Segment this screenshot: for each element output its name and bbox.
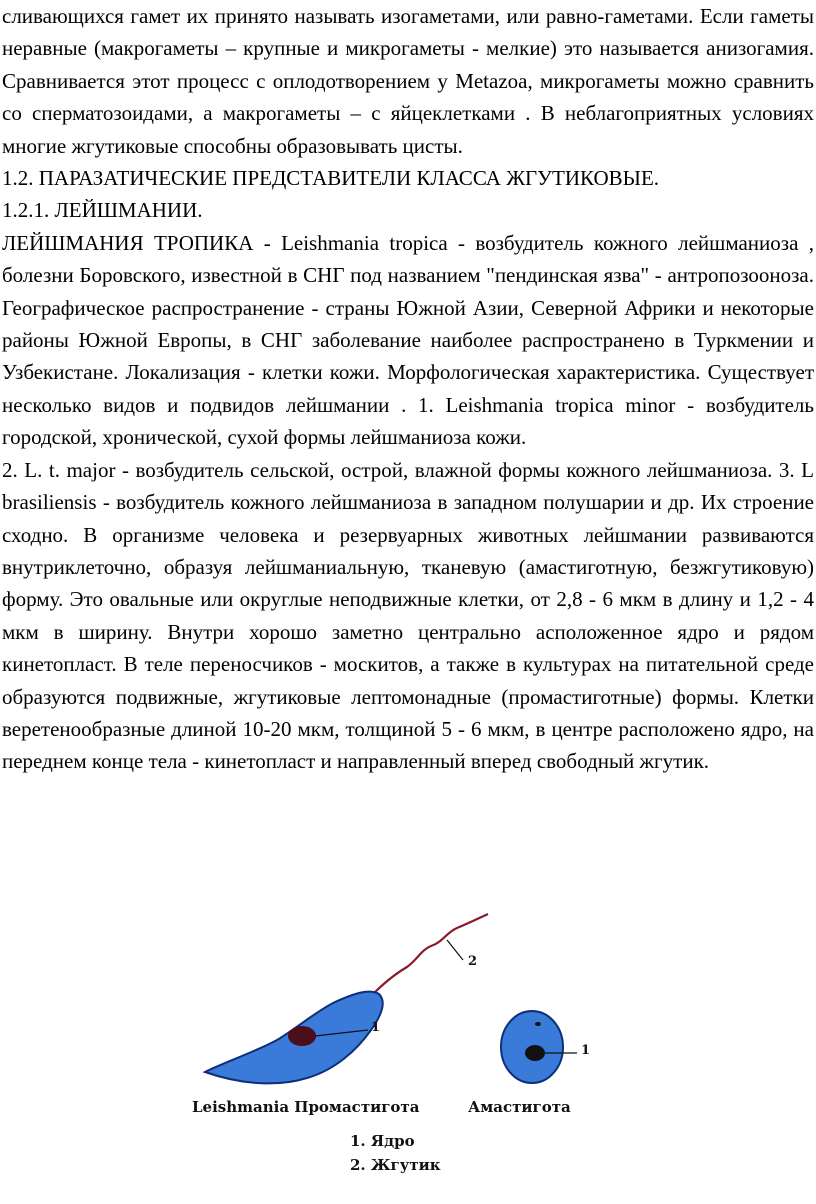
section-heading: 1.2. ПАРАЗАТИЧЕСКИЕ ПРЕДСТАВИТЕЛИ КЛАССА ЖГУТИКОВЫЕ. bbox=[2, 166, 660, 191]
kinetoplast bbox=[535, 1022, 541, 1026]
body-text bbox=[2, 0, 814, 778]
leishmania-illustration bbox=[185, 912, 635, 1192]
caption-promastigote: Leishmania Промастигота bbox=[192, 1098, 420, 1116]
flagellum-pointer-line bbox=[447, 940, 463, 960]
subsection-heading: 1.2.1. ЛЕЙШМАНИИ. bbox=[2, 198, 203, 223]
label-nucleus-amastigote: 1 bbox=[581, 1043, 591, 1058]
paragraph-species: 2. L. t. major - возбудитель сельской, острой, влажной формы кожного лейшманиоза. 3. L brasiliensis - возбудитель кожного лейшманиоза в западном полушарии и др. Их строение сходно. В организме человека и резервуарных животных лейшмании развиваются внутриклеточно, образуя лейшманиальную, тканевую (амастиготную, безжгутиковую) форму. Это овальные или округлые неподвижные клетки, от 2,8 - 6 мкм в длину и 1,2 - 4 мкм в ширину. Внутри хорошо заметно центрально асположенное ядро и рядом кинетопласт. В теле переносчиков - москитов, а также в культурах на питательной среде образуются подвижные, жгутиковые лептомонадные (промастиготные) формы. Клетки веретенообразные длиной 10-20 мкм, толщиной 5 - 6 мкм, в центре расположено ядро, на переднем конце тела - кинетопласт и направленный вперед свободный жгутик. bbox=[2, 457, 814, 774]
legend-nucleus: 1. Ядро bbox=[350, 1132, 415, 1150]
paragraph-gametes: сливающихся гамет их принято называть изогаметами, или равно-гаметами. Если гаметы неравные (макрогаметы – крупные и микрогаметы - мелкие) это называется анизогамия. Сравнивается этот процесс с оплодотворением у Metazoa, микрогаметы можно сравнить со сперматозоидами, а макрогаметы – с яйцеклетками . В неблагоприятных условиях многие жгутиковые способны образовывать цисты. bbox=[2, 4, 814, 158]
paragraph-leishmania-tropica: ЛЕЙШМАНИЯ ТРОПИКА - Leishmania tropica - возбудитель кожного лейшманиоза , болезни Боровского, известной в СНГ под названием "пендинская язва" - антропозооноза. Географическое распространение - страны Южной Азии, Северной Африки и некоторые районы Южной Европы, в СНГ заболевание наиболее распространено в Туркмении и Узбекистане. Локализация - клетки кожи. Морфологическая характеристика. Существует несколько видов и подвидов лейшмании . 1. Leishmania tropica minor - возбудитель городской, хронической, сухой формы лейшманиоза кожи. bbox=[2, 230, 814, 450]
leishmania-figure bbox=[185, 912, 635, 1192]
legend-flagellum: 2. Жгутик bbox=[350, 1156, 441, 1174]
caption-amastigote: Амастигота bbox=[468, 1098, 571, 1116]
amastigote-nucleus bbox=[525, 1045, 545, 1061]
promastigote-nucleus bbox=[288, 1026, 316, 1046]
label-nucleus-promastigote: 1 bbox=[371, 1020, 381, 1035]
label-flagellum: 2 bbox=[468, 954, 478, 969]
